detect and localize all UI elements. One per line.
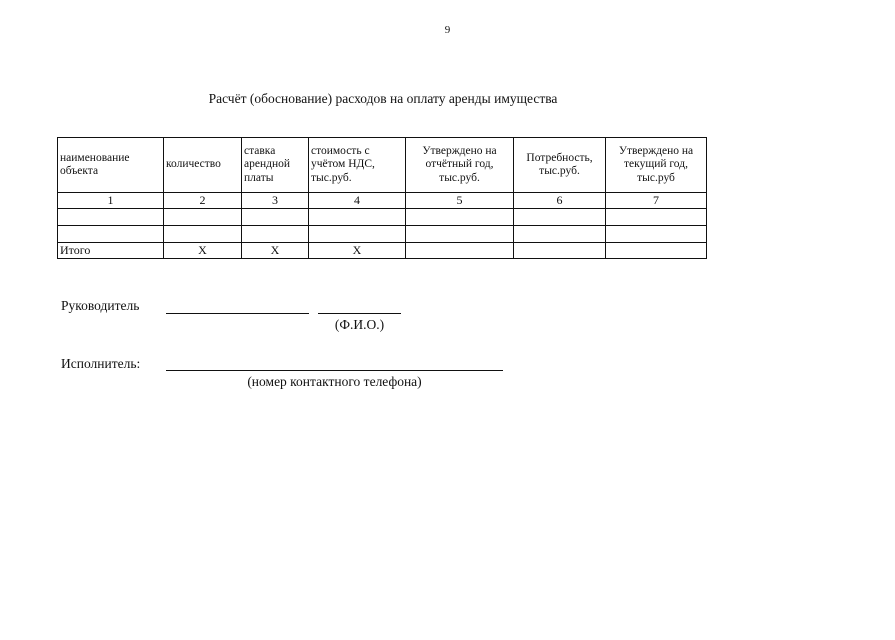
head-signature-line[interactable]: [166, 313, 309, 314]
column-number-cell: 6: [514, 193, 606, 209]
total-cell-rent-rate: Х: [242, 243, 309, 259]
column-number-cell: 7: [606, 193, 707, 209]
head-name-caption: (Ф.И.О.): [334, 317, 385, 332]
table-cell[interactable]: [58, 226, 164, 243]
document-title: Расчёт (обоснование) расходов на оплату аренды имущества: [208, 91, 558, 106]
table-row: [58, 209, 707, 226]
total-row: [58, 243, 707, 259]
table-cell[interactable]: [514, 226, 606, 243]
column-number-cell: 3: [242, 193, 309, 209]
table-cell[interactable]: [309, 209, 406, 226]
total-cell-cost-with-vat: Х: [309, 243, 406, 259]
column-number-cell: 2: [164, 193, 242, 209]
column-number-cell: 5: [406, 193, 514, 209]
table-cell[interactable]: [309, 226, 406, 243]
table-row: [58, 226, 707, 243]
column-number-cell: 1: [58, 193, 164, 209]
header-cell-cost-with-vat: стоимость с учётом НДС, тыс.руб.: [309, 138, 406, 193]
table-cell[interactable]: [606, 209, 707, 226]
header-cell-object-name: наименование объекта: [58, 138, 164, 193]
total-cell-approved-current-year[interactable]: [606, 243, 707, 259]
executor-phone-caption: (номер контактного телефона): [247, 374, 422, 389]
column-number-cell: 4: [309, 193, 406, 209]
column-number-row: [58, 193, 707, 209]
table-header-row: [58, 138, 707, 193]
total-cell-approved-reporting-year[interactable]: [406, 243, 514, 259]
header-cell-approved-current-year: Утверждено на текущий год, тыс.руб: [606, 138, 707, 193]
table-cell[interactable]: [514, 209, 606, 226]
total-cell-requirement[interactable]: [514, 243, 606, 259]
rent-expenses-table: [57, 137, 707, 259]
header-cell-requirement: Потребность, тыс.руб.: [514, 138, 606, 193]
header-cell-quantity: количество: [164, 138, 242, 193]
executor-label: Исполнитель:: [61, 356, 141, 371]
table-cell[interactable]: [242, 209, 309, 226]
total-cell-quantity: Х: [164, 243, 242, 259]
total-label: Итого: [58, 243, 164, 259]
table-cell[interactable]: [406, 226, 514, 243]
table-cell[interactable]: [242, 226, 309, 243]
table-cell[interactable]: [164, 226, 242, 243]
head-name-line[interactable]: [318, 313, 401, 314]
table-cell[interactable]: [58, 209, 164, 226]
table-cell[interactable]: [164, 209, 242, 226]
table-cell[interactable]: [606, 226, 707, 243]
header-cell-approved-reporting-year: Утверждено на отчётный год, тыс.руб.: [406, 138, 514, 193]
header-cell-rent-rate: ставка арендной платы: [242, 138, 309, 193]
executor-phone-line[interactable]: [166, 370, 503, 371]
table-cell[interactable]: [406, 209, 514, 226]
page-number: 9: [444, 24, 451, 36]
head-label: Руководитель: [61, 298, 140, 313]
